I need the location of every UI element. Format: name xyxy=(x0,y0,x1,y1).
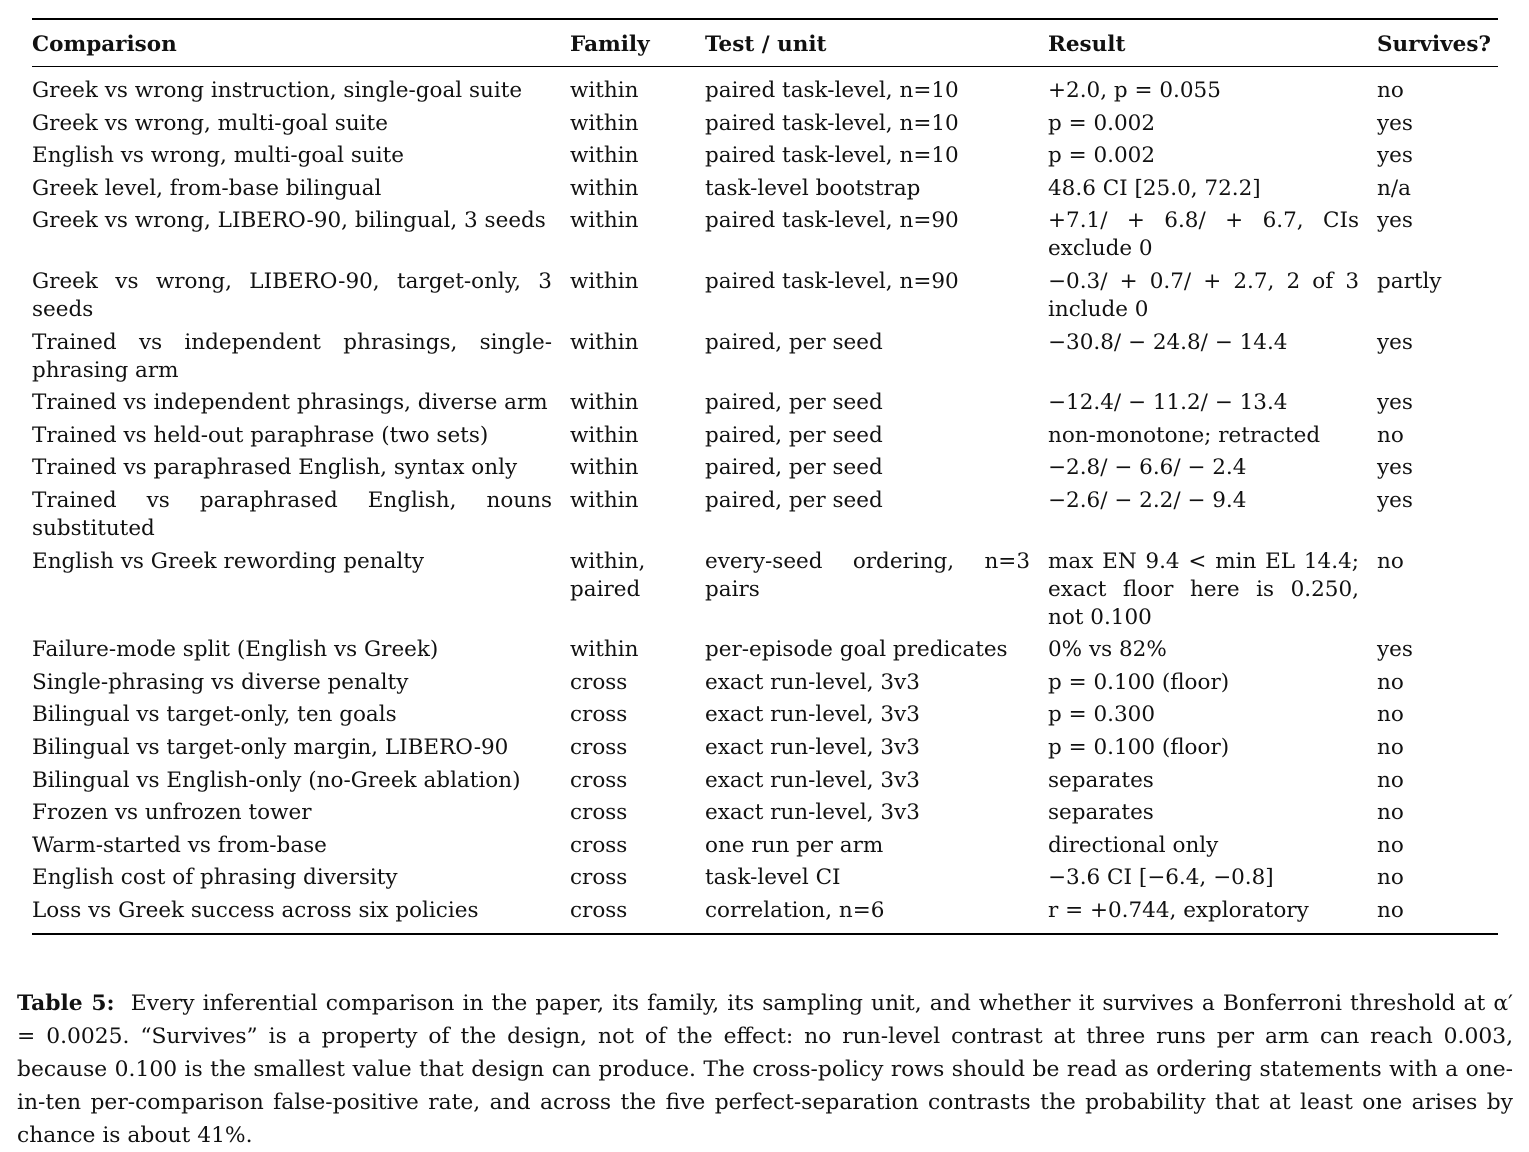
cell-test: task-level bootstrap xyxy=(705,175,921,201)
table-row xyxy=(32,701,1498,734)
caption-label: Table 5: xyxy=(17,990,115,1016)
cell-comparison: English vs Greek rewording penalty xyxy=(32,548,425,574)
table-row xyxy=(32,669,1498,702)
cell-test: exact run-level, 3v3 xyxy=(705,767,920,793)
cell-survives: yes xyxy=(1377,637,1413,663)
cell-family: cross xyxy=(570,800,628,826)
cell-family: within xyxy=(570,637,639,663)
cell-survives: yes xyxy=(1377,487,1413,513)
cell-family: within xyxy=(570,78,639,103)
table-header-row xyxy=(32,19,1498,67)
table-row xyxy=(32,864,1498,897)
cell-survives: yes xyxy=(1377,208,1413,234)
cell-survives: no xyxy=(1377,548,1404,574)
table-row xyxy=(32,799,1498,832)
cell-result: p = 0.100 (floor) xyxy=(1048,669,1230,695)
header-rule xyxy=(32,67,1498,78)
cell-test: paired, per seed xyxy=(705,487,883,513)
cell-family: within, paired xyxy=(570,548,646,602)
cell-result: non-monotone; retracted xyxy=(1048,422,1321,448)
cell-comparison: Single-phrasing vs diverse penalty xyxy=(32,669,409,695)
cell-survives: yes xyxy=(1377,390,1413,416)
table-row xyxy=(32,268,1498,329)
table-row xyxy=(32,142,1498,175)
cell-survives: no xyxy=(1377,669,1404,695)
header-survives: Survives? xyxy=(1377,32,1492,57)
cell-test: one run per arm xyxy=(705,832,884,858)
cell-survives: n/a xyxy=(1377,175,1411,201)
cell-family: cross xyxy=(570,702,628,728)
cell-family: within xyxy=(570,175,639,201)
cell-result: +2.0, p = 0.055 xyxy=(1048,78,1221,103)
cell-survives: no xyxy=(1377,422,1404,448)
cell-comparison: English cost of phrasing diversity xyxy=(32,865,398,891)
cell-survives: no xyxy=(1377,800,1404,826)
cell-comparison: Bilingual vs English-only (no-Greek ablation) xyxy=(32,767,521,793)
cell-survives: no xyxy=(1377,702,1404,728)
cell-survives: yes xyxy=(1377,455,1413,481)
cell-comparison: Trained vs independent phrasings, single-phrasing arm xyxy=(32,329,552,383)
cell-result: p = 0.300 xyxy=(1048,702,1155,728)
table-row xyxy=(32,767,1498,800)
cell-result: −12.4/ − 11.2/ − 13.4 xyxy=(1048,390,1288,416)
cell-family: cross xyxy=(570,767,628,793)
header-family: Family xyxy=(570,32,650,57)
table-row xyxy=(32,77,1498,110)
cell-result: −3.6 CI [−6.4, −0.8] xyxy=(1048,865,1274,891)
cell-result: +7.1/ + 6.8/ + 6.7, CIs exclude 0 xyxy=(1048,208,1359,262)
cell-test: paired, per seed xyxy=(705,390,883,416)
cell-result: p = 0.002 xyxy=(1048,143,1155,169)
table-row xyxy=(32,548,1498,637)
table-row xyxy=(32,734,1498,767)
cell-survives: no xyxy=(1377,897,1404,923)
comparison-table xyxy=(32,18,1498,935)
cell-family: cross xyxy=(570,865,628,891)
cell-comparison: Greek vs wrong instruction, single-goal suite xyxy=(32,78,523,103)
cell-result: −2.8/ − 6.6/ − 2.4 xyxy=(1048,455,1247,481)
cell-result: 48.6 CI [25.0, 72.2] xyxy=(1048,175,1261,201)
table-row xyxy=(32,487,1498,548)
cell-result: r = +0.744, exploratory xyxy=(1048,897,1309,923)
table-body xyxy=(32,67,1498,934)
cell-test: paired task-level, n=90 xyxy=(705,268,959,294)
cell-result: 0% vs 82% xyxy=(1048,637,1167,663)
header-comparison: Comparison xyxy=(32,32,177,57)
cell-result: separates xyxy=(1048,767,1154,793)
table-row xyxy=(32,454,1498,487)
cell-survives: no xyxy=(1377,832,1404,858)
cell-test: exact run-level, 3v3 xyxy=(705,702,920,728)
cell-comparison: Greek level, from-base bilingual xyxy=(32,175,382,201)
table-row xyxy=(32,389,1498,422)
cell-comparison: Greek vs wrong, LIBERO-90, target-only, 3 seeds xyxy=(32,268,552,322)
cell-family: within xyxy=(570,422,639,448)
table-row xyxy=(32,175,1498,208)
cell-result: p = 0.002 xyxy=(1048,110,1155,136)
cell-family: within xyxy=(570,110,639,136)
cell-comparison: Bilingual vs target-only margin, LIBERO-90 xyxy=(32,734,509,760)
cell-family: cross xyxy=(570,734,628,760)
cell-comparison: English vs wrong, multi-goal suite xyxy=(32,143,404,169)
cell-result: separates xyxy=(1048,800,1154,826)
cell-test: per-episode goal predicates xyxy=(705,637,1008,663)
cell-survives: partly xyxy=(1377,268,1442,294)
cell-family: within xyxy=(570,329,639,355)
table-row xyxy=(32,207,1498,268)
cell-test: task-level CI xyxy=(705,865,841,891)
cell-test: correlation, n=6 xyxy=(705,897,885,923)
cell-comparison: Trained vs paraphrased English, nouns substituted xyxy=(32,487,552,541)
cell-survives: no xyxy=(1377,865,1404,891)
cell-family: within xyxy=(570,455,639,481)
cell-family: cross xyxy=(570,897,628,923)
cell-comparison: Bilingual vs target-only, ten goals xyxy=(32,702,397,728)
table-row xyxy=(32,329,1498,390)
table-row xyxy=(32,110,1498,143)
cell-test: exact run-level, 3v3 xyxy=(705,734,920,760)
cell-family: cross xyxy=(570,832,628,858)
cell-survives: no xyxy=(1377,78,1404,103)
header-test-unit: Test / unit xyxy=(705,32,827,57)
cell-test: paired task-level, n=10 xyxy=(705,143,959,169)
cell-result: max EN 9.4 < min EL 14.4; exact floor here is 0.250, not 0.100 xyxy=(1048,548,1359,630)
cell-result: −30.8/ − 24.8/ − 14.4 xyxy=(1048,329,1288,355)
cell-family: within xyxy=(570,268,639,294)
cell-test: paired, per seed xyxy=(705,422,883,448)
cell-result: −0.3/ + 0.7/ + 2.7, 2 of 3 include 0 xyxy=(1048,268,1359,322)
cell-test: paired, per seed xyxy=(705,455,883,481)
table-row xyxy=(32,422,1498,455)
cell-survives: yes xyxy=(1377,143,1413,169)
table-row xyxy=(32,636,1498,669)
cell-comparison: Frozen vs unfrozen tower xyxy=(32,800,312,826)
cell-result: p = 0.100 (floor) xyxy=(1048,734,1230,760)
cell-test: every-seed ordering, n=3 pairs xyxy=(705,548,1030,602)
cell-survives: no xyxy=(1377,767,1404,793)
cell-test: exact run-level, 3v3 xyxy=(705,669,920,695)
caption-text: Every inferential comparison in the paper, its family, its sampling unit, and whether it survives a Bonferroni threshold at α′ = 0.0025. “Survives” is a property of the design, not of the effect: no run-level contrast at three runs per arm can reach 0.003, because 0.100 is the smallest value that design can produce. The cross-policy rows should be read as ordering statements with a one-in-ten per-comparison false-positive rate, and across the five perfect-separation contrasts the probability that at least one arises by chance is about 41%. xyxy=(17,990,1514,1148)
table-caption xyxy=(17,987,1513,1152)
cell-test: exact run-level, 3v3 xyxy=(705,800,920,826)
cell-comparison: Loss vs Greek success across six policies xyxy=(32,897,479,923)
cell-comparison: Trained vs held-out paraphrase (two sets) xyxy=(32,422,489,448)
cell-comparison: Trained vs paraphrased English, syntax only xyxy=(32,455,518,481)
cell-result: −2.6/ − 2.2/ − 9.4 xyxy=(1048,487,1247,513)
cell-test: paired task-level, n=10 xyxy=(705,78,959,103)
cell-survives: yes xyxy=(1377,110,1413,136)
table-row xyxy=(32,897,1498,934)
cell-family: within xyxy=(570,390,639,416)
header-rule-cell xyxy=(32,67,1498,78)
cell-comparison: Trained vs independent phrasings, diverse arm xyxy=(32,390,548,416)
table-row xyxy=(32,832,1498,865)
cell-comparison: Warm-started vs from-base xyxy=(32,832,327,858)
cell-comparison: Failure-mode split (English vs Greek) xyxy=(32,637,439,663)
cell-comparison: Greek vs wrong, LIBERO-90, bilingual, 3 seeds xyxy=(32,208,546,234)
cell-comparison: Greek vs wrong, multi-goal suite xyxy=(32,110,388,136)
cell-test: paired task-level, n=10 xyxy=(705,110,959,136)
cell-family: cross xyxy=(570,669,628,695)
cell-test: paired task-level, n=90 xyxy=(705,208,959,234)
cell-result: directional only xyxy=(1048,832,1219,858)
cell-family: within xyxy=(570,143,639,169)
cell-test: paired, per seed xyxy=(705,329,883,355)
cell-survives: no xyxy=(1377,734,1404,760)
cell-family: within xyxy=(570,487,639,513)
header-result: Result xyxy=(1048,32,1126,57)
cell-survives: yes xyxy=(1377,329,1413,355)
results-table-container xyxy=(32,18,1498,935)
cell-family: within xyxy=(570,208,639,234)
